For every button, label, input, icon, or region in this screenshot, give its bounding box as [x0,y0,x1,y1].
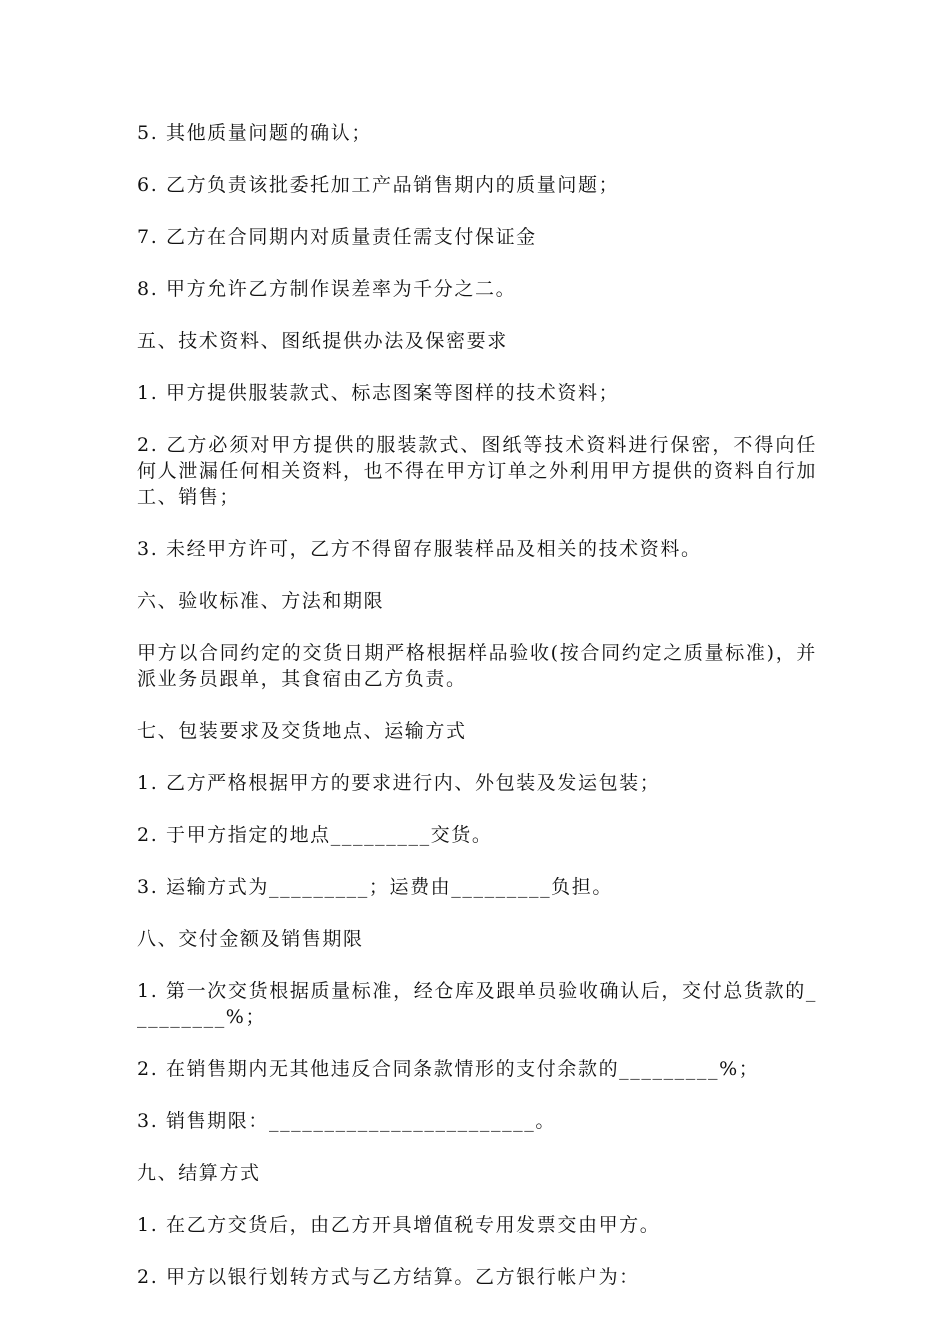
clause-5-item-3: 3. 未经甲方许可，乙方不得留存服装样品及相关的技术资料。 [137,538,702,560]
section-heading-8: 八、交付金额及销售期限 [137,928,364,950]
document-body [137,120,817,1316]
section-heading-7: 七、包装要求及交货地点、运输方式 [137,720,467,742]
clause-4-item-8: 8. 甲方允许乙方制作误差率为千分之二。 [137,278,517,300]
section-heading-9: 九、结算方式 [137,1162,261,1184]
clause-7-item-3: 3. 运输方式为_________；运费由_________负担。 [137,876,613,898]
clause-4-item-5: 5. 其他质量问题的确认； [137,122,372,144]
clause-9-item-2: 2. 甲方以银行划转方式与乙方结算。乙方银行帐户为： [137,1266,640,1288]
clause-9-item-1: 1. 在乙方交货后，由乙方开具增值税专用发票交由甲方。 [137,1214,661,1236]
clause-7-item-1: 1. 乙方严格根据甲方的要求进行内、外包装及发运包装； [137,772,661,794]
clause-5-item-1: 1. 甲方提供服装款式、标志图案等图样的技术资料； [137,382,620,404]
section-heading-6: 六、验收标准、方法和期限 [137,590,385,612]
clause-4-item-6: 6. 乙方负责该批委托加工产品销售期内的质量问题； [137,174,620,196]
section-heading-5: 五、技术资料、图纸提供办法及保密要求 [137,330,508,352]
clause-7-item-2: 2. 于甲方指定的地点_________交货。 [137,824,493,846]
clause-4-item-7: 7. 乙方在合同期内对质量责任需支付保证金 [137,226,537,248]
clause-8-item-2: 2. 在销售期内无其他违反合同条款情形的支付余款的_________%； [137,1058,760,1080]
clause-6-text: 甲方以合同约定的交货日期严格根据样品验收(按合同约定之质量标准)，并派业务员跟单，其食宿由乙方负责。 [137,642,817,690]
clause-8-item-1: 1. 第一次交货根据质量标准，经仓库及跟单员验收确认后，交付总货款的_________%； [137,980,817,1028]
clause-8-item-3: 3. 销售期限：________________________。 [137,1110,556,1132]
clause-5-item-2: 2. 乙方必须对甲方提供的服装款式、图纸等技术资料进行保密，不得向任何人泄漏任何相关资料，也不得在甲方订单之外利用甲方提供的资料自行加工、销售； [137,434,817,508]
